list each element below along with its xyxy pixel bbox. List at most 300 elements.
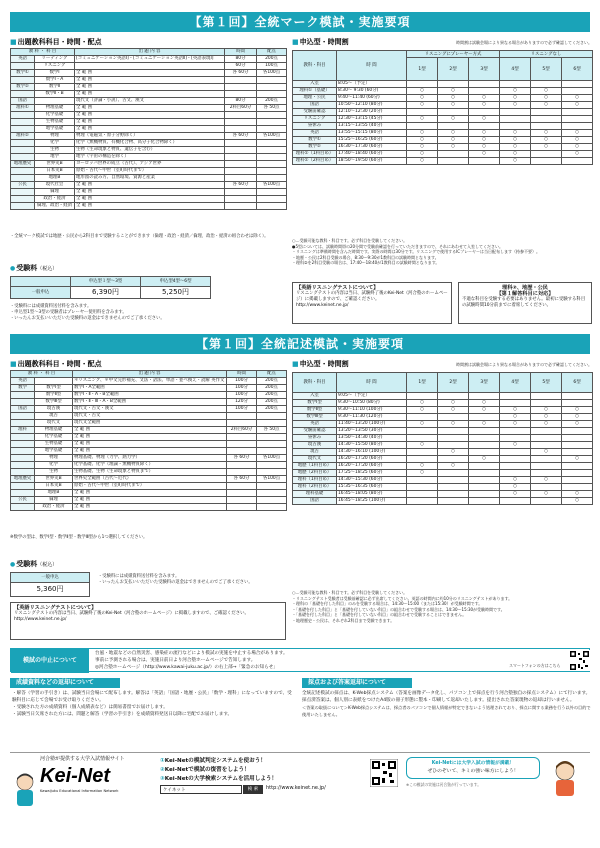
subject-score: 200点 bbox=[257, 56, 287, 63]
subject-name: 化学基礎 bbox=[35, 434, 73, 441]
schedule-subject: 受験前確認 bbox=[293, 109, 337, 116]
science-box-title: 理科②、地歴・公民 bbox=[502, 285, 548, 291]
subject-score: 200点 bbox=[257, 406, 287, 413]
subject-time bbox=[225, 154, 257, 161]
schedule-mark bbox=[531, 435, 562, 442]
qr-code-icon[interactable] bbox=[370, 759, 398, 787]
subject-group bbox=[11, 154, 35, 161]
schedule-mark: ○ bbox=[500, 137, 531, 144]
fee-head-type13: 申込型１型〜3型 bbox=[71, 277, 141, 287]
schedule-mark: ○ bbox=[438, 102, 469, 109]
schedule-row bbox=[293, 393, 593, 400]
subject-row bbox=[11, 406, 287, 413]
subject-row bbox=[11, 70, 287, 77]
subject-content: 全 範 囲 bbox=[73, 504, 227, 511]
subject-group: 公民 bbox=[11, 497, 35, 504]
schedule-mark bbox=[500, 81, 531, 88]
subject-group: 国語 bbox=[11, 406, 35, 413]
subject-content: 全 範 囲 bbox=[73, 434, 227, 441]
subject-score bbox=[257, 504, 287, 511]
subject-row bbox=[11, 413, 287, 420]
subject-content: 生物（生命現象と物質、遺伝子を含む） bbox=[75, 147, 225, 154]
footer-copyright: ※この模試の実施は河合塾が行っています。 bbox=[406, 782, 482, 787]
schedule-mark bbox=[407, 498, 438, 505]
subject-time bbox=[225, 189, 257, 196]
subject-name: 生物 bbox=[35, 469, 73, 476]
subject-row bbox=[11, 77, 287, 84]
schedule-mark bbox=[438, 491, 469, 498]
schedule-mark bbox=[531, 498, 562, 505]
schedule-mark bbox=[407, 456, 438, 463]
schedule-mark bbox=[500, 428, 531, 435]
schedule-mark bbox=[469, 463, 500, 470]
subject-row bbox=[11, 56, 287, 63]
schedule-subject: 国語 bbox=[293, 102, 337, 109]
bubble-sub: ぜひのぞいて、キミの強い味方にしよう！ bbox=[427, 769, 519, 774]
fee-general: 一般申込 bbox=[11, 287, 71, 299]
subject-group bbox=[11, 203, 35, 210]
mark-fee-notes bbox=[10, 304, 286, 322]
schedule-time: 9:30〜10:50 (80分) bbox=[337, 400, 407, 407]
subject-time: 100分 bbox=[227, 385, 257, 392]
subject-group bbox=[11, 119, 35, 126]
schedule-row bbox=[293, 95, 593, 102]
subject-group bbox=[11, 77, 35, 84]
subject-content: 全 範 囲 bbox=[75, 196, 225, 203]
fee-value: 5,360円 bbox=[11, 583, 90, 597]
schedule-subject: 国語 bbox=[293, 498, 337, 505]
schedule-mark bbox=[407, 414, 438, 421]
th-content: 出 題 内 容 bbox=[75, 49, 225, 56]
student-character-icon bbox=[550, 761, 580, 797]
schedule-subject: 入室 bbox=[293, 393, 337, 400]
subject-content: 全 範 囲 bbox=[75, 91, 225, 98]
schedule-row bbox=[293, 421, 593, 428]
schedule-mark: ○ bbox=[562, 95, 593, 102]
grading-label: 採点および答案返却について bbox=[302, 678, 412, 688]
th-content: 出 題 内 容 bbox=[73, 371, 227, 378]
subject-time bbox=[225, 161, 257, 168]
cancel-section bbox=[10, 648, 590, 672]
cancel-line: ◎河合塾ホームページ（http://www.kawai-juku.ac.jp/）の右上部→「緊急のお知らせ」 bbox=[95, 665, 278, 670]
schedule-mark: ○ bbox=[407, 470, 438, 477]
schedule-mark bbox=[500, 435, 531, 442]
schedule-row bbox=[293, 428, 593, 435]
footer-url[interactable]: http://www.keinet.ne.jp/ bbox=[266, 785, 326, 791]
subject-score: 各100点 bbox=[257, 133, 287, 140]
schedule-subject: 数学② bbox=[293, 144, 337, 151]
th-score: 配点 bbox=[257, 49, 287, 56]
schedule-mark: ○ bbox=[500, 421, 531, 428]
kijutsu-schedule-notes bbox=[292, 590, 592, 623]
subject-row bbox=[11, 98, 287, 105]
subject-score bbox=[257, 413, 287, 420]
fee-note: ・いったんお支払いいただいた受験料の返金はできませんのでご了承ください。 bbox=[10, 316, 165, 321]
kijutsu-listening-box bbox=[10, 602, 286, 640]
schedule-subject: 理科①（基礎） bbox=[293, 88, 337, 95]
subject-content: 全 範 囲 bbox=[75, 126, 225, 133]
footer-link-text[interactable]: Kei-Netの模試判定システムを使おう！ bbox=[164, 758, 266, 764]
schedule-mark bbox=[438, 414, 469, 421]
schedule-mark bbox=[500, 470, 531, 477]
subject-name: 物理基礎 bbox=[35, 105, 75, 112]
subject-content: [コミュニケーション英語Ⅰ]・[コミュニケーション英語Ⅱ]・[英語表現Ⅰ] bbox=[75, 56, 225, 63]
subject-group: 理科 bbox=[11, 427, 35, 434]
schedule-row bbox=[293, 88, 593, 95]
th-time: 時間 bbox=[225, 49, 257, 56]
subject-score: 200点 bbox=[257, 399, 287, 406]
subject-time bbox=[225, 84, 257, 91]
subject-time bbox=[225, 175, 257, 182]
listening-box-url[interactable]: http://www.keinet.ne.jp/ bbox=[296, 303, 349, 308]
schedule-note: ・理科②を2科目受験の場合は、17:40〜18:40が1教科目の試験時間となります。 bbox=[292, 260, 440, 265]
fee-general: 一般申込 bbox=[11, 573, 90, 583]
subject-group bbox=[11, 483, 35, 490]
listening-box-url[interactable]: http://www.keinet.ne.jp/ bbox=[14, 617, 67, 622]
schedule-mark: ○ bbox=[500, 144, 531, 151]
schedule-mark: ○ bbox=[469, 456, 500, 463]
schedule-mark: ○ bbox=[469, 144, 500, 151]
kijutsu-fee-table bbox=[10, 572, 90, 597]
schedule-mark: ○ bbox=[407, 151, 438, 158]
subject-name: 政治・経済 bbox=[35, 504, 73, 511]
schedule-time: 16:20〜17:20 (60分) bbox=[337, 463, 407, 470]
cancel-text bbox=[95, 650, 515, 671]
subject-content: 化学（無機物質、有機化合物、高分子化合物除く） bbox=[75, 140, 225, 147]
kijutsu-subjects-title: ■ 出題教科科目・時間・配点 bbox=[10, 360, 102, 368]
subject-group bbox=[11, 399, 35, 406]
subject-name: 化学基礎 bbox=[35, 112, 75, 119]
footer-search-input[interactable]: ケイネット bbox=[160, 785, 242, 794]
schedule-mark bbox=[562, 435, 593, 442]
schedule-mark bbox=[469, 435, 500, 442]
subject-name: 数学Ⅲ型 bbox=[35, 399, 73, 406]
subject-row bbox=[11, 126, 287, 133]
subject-name: 日本史B bbox=[35, 168, 75, 175]
subject-time bbox=[227, 490, 257, 497]
schedule-mark bbox=[407, 477, 438, 484]
subject-row bbox=[11, 133, 287, 140]
kijutsu-subjects-note: ※数学の型は、数学Ⅰ型・数学Ⅱ型・数学Ⅲ型から1つ選択してください。 bbox=[10, 535, 148, 540]
subject-content: 全 範 囲 bbox=[73, 490, 227, 497]
schedule-mark bbox=[438, 123, 469, 130]
schedule-mark bbox=[531, 158, 562, 165]
schedule-time: 11:40〜13:20 (100分) bbox=[337, 421, 407, 428]
schedule-mark: ○ bbox=[562, 421, 593, 428]
schedule-time: 8:05〜（予定） bbox=[337, 81, 407, 88]
subject-row bbox=[11, 504, 287, 511]
schedule-mark bbox=[531, 428, 562, 435]
schedule-mark: ○ bbox=[407, 400, 438, 407]
schedule-time: 13:20〜13:50 (30分) bbox=[337, 428, 407, 435]
footer-search-button[interactable]: 検 索 bbox=[243, 785, 263, 794]
mark-banner: 【第１回】全統マーク模試・実施要項 bbox=[10, 12, 590, 32]
subject-content: ＊リスニング、＊中文完形補充、文法・語法、単語・並べ換え・読解 英作文 bbox=[73, 378, 227, 385]
subject-name: 政治・経済 bbox=[35, 196, 75, 203]
schedule-subject: 現代文 bbox=[293, 456, 337, 463]
subject-score bbox=[257, 140, 287, 147]
sched-head-subject: 教科・科目 bbox=[293, 51, 337, 81]
schedule-mark bbox=[562, 477, 593, 484]
subject-row bbox=[11, 392, 287, 399]
subject-content: 全 範 囲 bbox=[75, 77, 225, 84]
bubble-title: Kei-Netには大学入試の情報が満載！ bbox=[431, 761, 515, 766]
sched-col: 3型 bbox=[469, 58, 500, 81]
subject-content: 世界史全範囲（古代〜近代） bbox=[73, 476, 227, 483]
schedule-mark: ○ bbox=[562, 491, 593, 498]
schedule-mark: ○ bbox=[531, 144, 562, 151]
schedule-mark bbox=[531, 470, 562, 477]
subject-name: 化学 bbox=[35, 462, 73, 469]
subject-group bbox=[11, 448, 35, 455]
schedule-mark bbox=[500, 456, 531, 463]
subject-score bbox=[257, 161, 287, 168]
schedule-subject: 地理・公民 bbox=[293, 95, 337, 102]
footer-link[interactable]: ③Kei-Netの大学検索システムを活用しよう！ bbox=[160, 776, 278, 782]
sched-head-time: 時 間 bbox=[337, 51, 407, 81]
subject-group bbox=[11, 168, 35, 175]
subject-time bbox=[227, 469, 257, 476]
subject-score bbox=[257, 112, 287, 119]
subject-name: 現古漢 bbox=[35, 406, 73, 413]
subject-time: 120分 bbox=[227, 399, 257, 406]
schedule-mark bbox=[562, 123, 593, 130]
subject-row bbox=[11, 448, 287, 455]
mark-fee-title bbox=[10, 264, 57, 273]
subject-row bbox=[11, 112, 287, 119]
schedule-note: ・リスニングテスト受験者は受験前確認に必ず出席してください。英語の時間内に約10分のリスニングテストがあります。 bbox=[292, 595, 513, 601]
schedule-note: ・リスニングは準備時間を含んだ時間です。実際の時間は30分です。リスニングで使用するICプレーヤーは当日配布します（持参不要）。 bbox=[292, 249, 540, 254]
subject-name bbox=[35, 98, 75, 105]
fee-title-text: 受験料 bbox=[16, 560, 38, 568]
schedule-note: ○…受験可能な教科・科目です。必ず科目を受験してください。 bbox=[292, 238, 408, 243]
schedule-subject: 受験前確認 bbox=[293, 428, 337, 435]
subject-time: 80分 bbox=[225, 56, 257, 63]
keinet-logo[interactable]: Kei-Net bbox=[40, 765, 111, 787]
schedule-row bbox=[293, 109, 593, 116]
subject-time bbox=[227, 441, 257, 448]
subject-score: 各100点 bbox=[257, 70, 287, 77]
subject-time: 各 60分 bbox=[225, 133, 257, 140]
schedule-subject: 理科（2科目め） bbox=[293, 484, 337, 491]
schedule-mark: ○ bbox=[500, 88, 531, 95]
schedule-mark: ○ bbox=[531, 102, 562, 109]
schedule-mark bbox=[531, 456, 562, 463]
footer-link[interactable]: ①Kei-Netの模試判定システムを使おう！ bbox=[160, 758, 266, 764]
mark-subjects-table bbox=[10, 48, 287, 210]
subject-content: 全 範 囲 bbox=[73, 441, 227, 448]
fee-note: ・受験料には成績資料送付料を含みます。 bbox=[10, 304, 92, 309]
subject-name: 地学 bbox=[35, 154, 75, 161]
mark-schedule-table bbox=[292, 50, 593, 165]
schedule-mark: ○ bbox=[500, 130, 531, 137]
schedule-mark bbox=[407, 449, 438, 456]
schedule-mark: ○ bbox=[531, 477, 562, 484]
kijutsu-fee-title bbox=[10, 560, 57, 569]
sched-col: 3型 bbox=[469, 373, 500, 393]
schedule-mark: ○ bbox=[469, 421, 500, 428]
sched-col: 2型 bbox=[438, 58, 469, 81]
subject-score bbox=[257, 448, 287, 455]
schedule-time: 14:30〜15:50 (80分) bbox=[337, 442, 407, 449]
subject-content: 全 範 囲 bbox=[75, 84, 225, 91]
subject-score bbox=[257, 189, 287, 196]
schedule-mark bbox=[469, 393, 500, 400]
subject-name: 数学Ⅰ型 bbox=[35, 385, 73, 392]
fee-note: ・受験料には成績資料送付料を含みます。 bbox=[98, 574, 180, 579]
schedule-mark bbox=[469, 498, 500, 505]
subject-time bbox=[227, 462, 257, 469]
schedule-mark: ○ bbox=[438, 116, 469, 123]
sched-group-player: リスニングにプレーヤー方式 bbox=[407, 51, 500, 58]
footer-link-text[interactable]: Kei-Netで模試の復習をしよう！ bbox=[164, 767, 250, 773]
subject-score bbox=[257, 434, 287, 441]
schedule-subject: 英語 bbox=[293, 421, 337, 428]
schedule-mark bbox=[531, 151, 562, 158]
subject-group: 地理歴史 bbox=[11, 476, 35, 483]
subject-score bbox=[257, 490, 287, 497]
footer-link-text[interactable]: Kei-Netの大学検索システムを活用しよう！ bbox=[164, 776, 278, 782]
footer-provider: 河合塾が提供する大学入試情報サイト bbox=[40, 756, 125, 762]
mark-fee-table bbox=[10, 276, 211, 299]
schedule-mark: ○ bbox=[500, 477, 531, 484]
mark-schedule-note: 時間割は試験会場により異なる場合がありますので必ず確認してください。 bbox=[456, 40, 592, 45]
subject-time bbox=[225, 77, 257, 84]
schedule-mark bbox=[562, 116, 593, 123]
subject-group bbox=[11, 196, 35, 203]
subject-row bbox=[11, 196, 287, 203]
subject-score: 各100点 bbox=[257, 182, 287, 189]
fee-value-46: 5,250円 bbox=[141, 287, 211, 299]
schedule-mark: ○ bbox=[562, 144, 593, 151]
schedule-subject: 理科②（2科目め） bbox=[293, 158, 337, 165]
schedule-mark bbox=[562, 158, 593, 165]
subject-name: 生物 bbox=[35, 147, 75, 154]
subject-name: 物理基礎 bbox=[35, 427, 73, 434]
schedule-mark bbox=[531, 81, 562, 88]
listening-box-title: 【英語リスニングテストについて】 bbox=[296, 285, 379, 291]
sched-group-none: リスニングなし bbox=[500, 51, 593, 58]
subject-group bbox=[11, 112, 35, 119]
kijutsu-subjects-table bbox=[10, 370, 287, 511]
schedule-mark bbox=[562, 470, 593, 477]
schedule-time: 8:30〜 9:30 (60分) bbox=[337, 88, 407, 95]
schedule-mark bbox=[469, 449, 500, 456]
schedule-time: 14:30〜16:10 (100分) bbox=[337, 449, 407, 456]
schedule-time: 13:15〜13:55 (40分) bbox=[337, 123, 407, 130]
th-subject: 教 科 ・ 科 目 bbox=[11, 371, 73, 378]
schedule-time: 9:40〜11:40 (60分) bbox=[337, 95, 407, 102]
schedule-mark: ○ bbox=[438, 400, 469, 407]
subject-group bbox=[11, 420, 35, 427]
subject-score bbox=[257, 175, 287, 182]
subject-name: 数学Ⅱ・B bbox=[35, 91, 75, 98]
schedule-note: ・理科の「基礎を付した科目」のみを受験する場合は、14:30〜15:00（または15:30）が受験時間です。 bbox=[292, 601, 483, 606]
subject-row bbox=[11, 189, 287, 196]
sched-col: 5型 bbox=[531, 58, 562, 81]
schedule-mark: ○ bbox=[531, 88, 562, 95]
schedule-mark bbox=[469, 484, 500, 491]
subject-content: 現代文（評論・小説）、古文、漢文 bbox=[75, 98, 225, 105]
subject-name bbox=[35, 378, 73, 385]
subject-group bbox=[11, 392, 35, 399]
subject-content: ヨーロッパ世界の成立（古代）、アジア世界 bbox=[75, 161, 225, 168]
subject-time: 2科目60分 bbox=[225, 105, 257, 112]
schedule-time: 13:55〜15:15 (80分) bbox=[337, 130, 407, 137]
subject-group bbox=[11, 175, 35, 182]
schedule-row bbox=[293, 158, 593, 165]
subject-score bbox=[257, 84, 287, 91]
schedule-mark bbox=[531, 116, 562, 123]
subject-row bbox=[11, 483, 287, 490]
schedule-mark: ○ bbox=[562, 498, 593, 505]
subject-time: 各 60分 bbox=[227, 476, 257, 483]
subject-time bbox=[227, 413, 257, 420]
schedule-mark bbox=[407, 435, 438, 442]
schedule-mark: ○ bbox=[407, 421, 438, 428]
schedule-mark bbox=[531, 484, 562, 491]
subject-time bbox=[225, 147, 257, 154]
subject-group bbox=[11, 126, 35, 133]
subject-row bbox=[11, 119, 287, 126]
subject-row bbox=[11, 161, 287, 168]
schedule-mark: ○ bbox=[407, 88, 438, 95]
subject-group: 数学 bbox=[11, 385, 35, 392]
schedule-time: 17:40〜18:40 (60分) bbox=[337, 151, 407, 158]
mark-schedule-notes bbox=[292, 238, 592, 266]
subject-time: 80分 bbox=[225, 98, 257, 105]
mark-subjects-note: ・全統マーク模試では地歴・公民から2科目まで受験することができます（倫理・政治・経済／倫理、政治・経済の組合わせは除く）。 bbox=[10, 234, 269, 239]
subject-name: 世界史B bbox=[35, 161, 75, 168]
subject-score bbox=[257, 196, 287, 203]
schedule-mark: ○ bbox=[469, 151, 500, 158]
schedule-time: 12:30〜13:15 (45分) bbox=[337, 116, 407, 123]
schedule-mark bbox=[500, 116, 531, 123]
schedule-mark: ○ bbox=[531, 130, 562, 137]
schedule-mark: ○ bbox=[562, 456, 593, 463]
subject-content: 現代文全範囲 bbox=[73, 420, 227, 427]
schedule-mark bbox=[438, 470, 469, 477]
schedule-mark bbox=[562, 442, 593, 449]
qr-code-icon[interactable] bbox=[569, 650, 590, 671]
subject-score: 各100点 bbox=[257, 476, 287, 483]
fee-value-13: 6,390円 bbox=[71, 287, 141, 299]
sched-col: 1型 bbox=[407, 373, 438, 393]
footer-brand-sub: Kawaijuku Educational Information Network bbox=[40, 789, 119, 793]
subject-content: 全 範 囲 bbox=[75, 70, 225, 77]
footer-link[interactable]: ②Kei-Netで模試の復習をしよう！ bbox=[160, 767, 250, 773]
subject-score: 200点 bbox=[257, 392, 287, 399]
schedule-mark bbox=[531, 123, 562, 130]
schedule-time: 13:50〜14:30 (40分) bbox=[337, 435, 407, 442]
subject-row bbox=[11, 175, 287, 182]
cancel-label: 模試の中止について bbox=[11, 649, 89, 673]
grading-text bbox=[302, 690, 592, 718]
subject-row bbox=[11, 154, 287, 161]
student-character-icon bbox=[12, 773, 38, 807]
schedule-note: ・地理歴史・公民は、それぞれ2科目まで受験できます。 bbox=[292, 617, 395, 623]
subject-content: 物理基礎、物理（力学、熱力学） bbox=[73, 455, 227, 462]
schedule-subject: 入室 bbox=[293, 81, 337, 88]
results-item: ・受験された方の成績資料（個人成績表など）は簡易書留でお届けします。 bbox=[12, 705, 168, 710]
subject-row bbox=[11, 140, 287, 147]
schedule-time: 12:10〜12:30 (20分) bbox=[337, 109, 407, 116]
sched-head-time: 時 間 bbox=[337, 373, 407, 393]
schedule-mark: ○ bbox=[469, 95, 500, 102]
th-subject: 教 科 ・ 科 目 bbox=[11, 49, 75, 56]
subject-name: リスニング bbox=[35, 63, 75, 70]
schedule-mark: ○ bbox=[500, 414, 531, 421]
